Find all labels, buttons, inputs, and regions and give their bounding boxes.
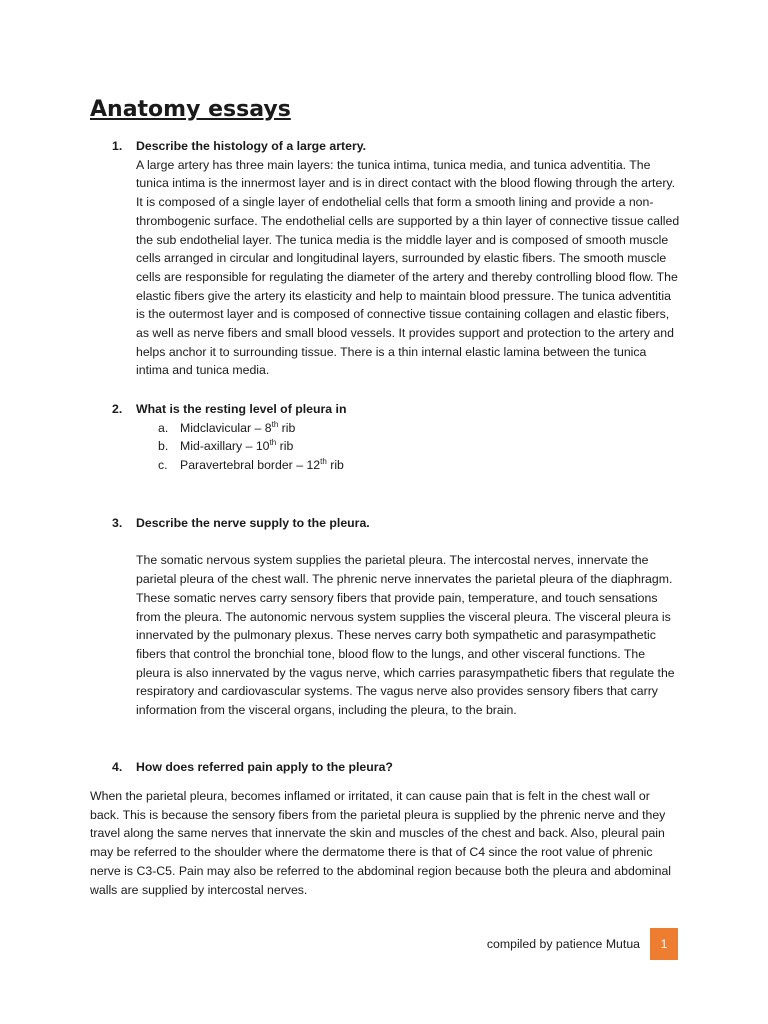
list-item-text: Paravertebral border – 12 (180, 458, 321, 473)
question-number: 4. (112, 760, 123, 774)
question-heading: Describe the histology of a large artery. (136, 139, 367, 153)
list-item (136, 437, 680, 456)
list-item-letter: b. (158, 439, 169, 454)
question-heading: What is the resting level of pleura in (136, 402, 347, 416)
list-item-suffix: rib (278, 420, 296, 435)
list-item (136, 419, 680, 438)
question-heading: Describe the nerve supply to the pleura. (136, 516, 370, 530)
question-number: 2. (112, 402, 123, 416)
question-heading: How does referred pain apply to the pleura? (136, 760, 393, 774)
page-number-badge: 1 (650, 928, 678, 960)
ordinal-suffix: th (320, 457, 327, 467)
ordinal-suffix: th (269, 438, 277, 448)
answer-paragraph: The somatic nervous system supplies the parietal pleura. The intercostal nerves, innervate the parietal pleura of the chest wall. The phrenic nerve innervates the parietal pleura of the diaphragm. These somatic nerves carry sensory fibers that provide pain, temperature, and touch sensations from the pleura. The autonomic nervous system supplies the visceral pleura. The visceral pleura is innervated by the pulmonary plexus. These nerves carry both sympathetic and parasympathetic fibers that control the bronchial tone, blood flow to the lungs, and other visceral functions. The pleura is also innervated by the vagus nerve, which carries parasympathetic fibers that regulate the respiratory and cardiovascular systems. The vagus nerve also provides sensory fibers that carry information from the visceral organs, including the pleura, to the brain. (136, 553, 675, 718)
list-item-text: Mid-axillary – 10 (180, 439, 270, 454)
ordinal-suffix: th (271, 419, 279, 429)
list-item (136, 456, 680, 475)
question-3 (90, 514, 680, 720)
document-title: Anatomy essays (90, 97, 291, 122)
footer-credit: compiled by patience Mutua (486, 937, 640, 951)
list-item-suffix: rib (276, 439, 294, 454)
list-item-suffix: rib (326, 458, 344, 473)
answer-paragraph: When the parietal pleura, becomes inflamed or irritated, it can cause pain that is felt in the chest wall or back. This is because the sensory fibers from the parietal pleura is supplied by the phrenic nerve and they travel along the same nerves that innervate the skin and muscles of the chest and back. Also, pleural pain may be referred to the shoulder where the dermatome there is that of C4 since the root value of phrenic nerve is C3-C5. Pain may also be referred to the abdominal region because both the pleura and abdominal walls are supplied by intercostal nerves. (90, 789, 672, 897)
list-item-text: Midclavicular – 8 (180, 420, 272, 435)
list-item-letter: a. (158, 420, 169, 435)
answer-paragraph: A large artery has three main layers: the tunica intima, tunica media, and tunica adventitia. The tunica intima is the innermost layer and is in direct contact with the blood flowing through the artery. It is composed of a single layer of endothelial cells that form a smooth lining and provide a non-thrombogenic surface. The endothelial cells are supported by a thin layer of connective tissue called the sub endothelial layer. The tunica media is the middle layer and is composed of smooth muscle cells arranged in circular and longitudinal layers, surrounded by elastic fibers. The smooth muscle cells are responsible for regulating the diameter of the artery and thereby controlling blood flow. The elastic fibers give the artery its elasticity and help to maintain blood pressure. The tunica adventitia is the outermost layer and is composed of connective tissue containing collagen and elastic fibers, as well as nerve fibers and small blood vessels. It provides support and protection to the artery and helps anchor it to surrounding tissue. There is a thin internal elastic lamina between the tunica intima and tunica media. (136, 157, 680, 378)
question-number: 1. (112, 139, 123, 153)
question-4 (90, 758, 680, 777)
question-2 (90, 400, 680, 475)
answer-list (136, 419, 680, 475)
question-number: 3. (112, 516, 123, 530)
question-1 (90, 137, 680, 380)
list-item-letter: c. (158, 458, 168, 473)
